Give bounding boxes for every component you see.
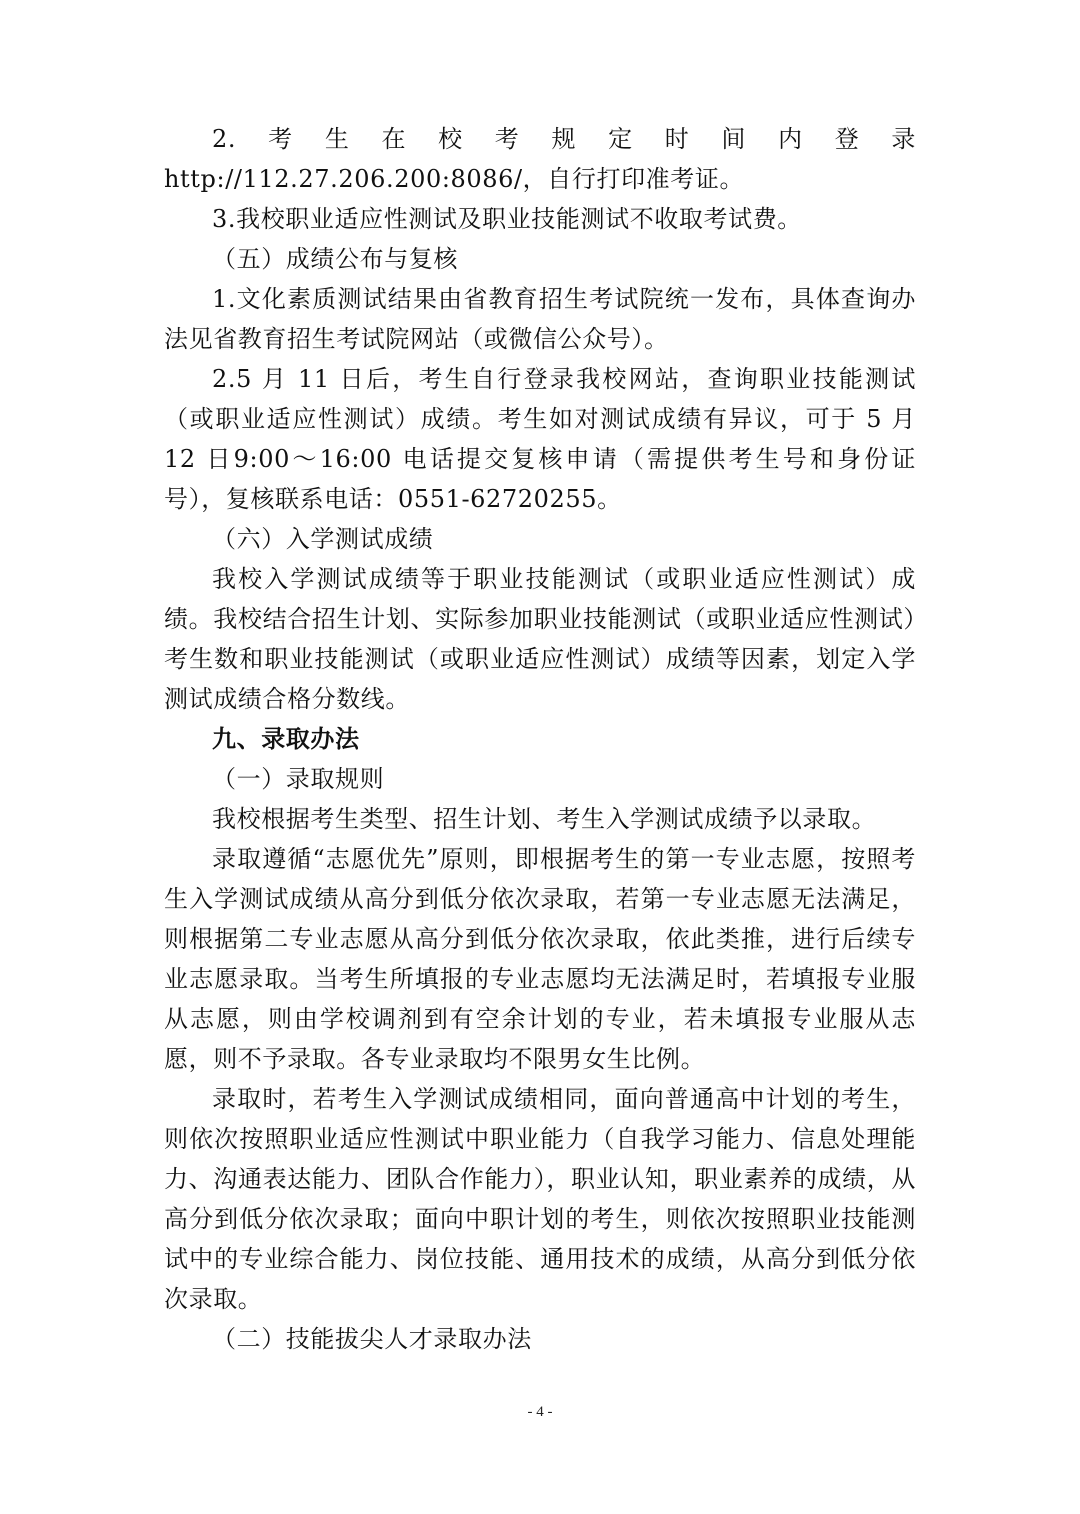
paragraph-print-admission-ticket: 2.考生在校考规定时间内登录 http://112.27.206.200:8086/，自行打印准考证。 bbox=[164, 125, 916, 193]
subheading-entrance-test-score: （六）入学测试成绩 bbox=[212, 525, 434, 553]
paragraph-tie-breaking: 录取时，若考生入学测试成绩相同，面向普通高中计划的考生，则依次按照职业适应性测试中职业能力（自我学习能力、信息处理能力、沟通表达能力、团队合作能力），职业认知，职业素养的成绩，从高分到低分依次录取；面向中职计划的考生，则依次按照职业技能测试中的专业综合能力、岗位技能、通用技术的成绩，从高分到低分依次录取。 bbox=[164, 1085, 916, 1313]
paragraph-culture-test-results: 1.文化素质测试结果由省教育招生考试院统一发布，具体查询办法见省教育招生考试院网站（或微信公众号）。 bbox=[164, 285, 916, 353]
subheading-score-publication: （五）成绩公布与复核 bbox=[212, 245, 458, 273]
page-number: - 4 - bbox=[527, 1404, 553, 1420]
paragraph-preference-priority: 录取遵循“志愿优先”原则，即根据考生的第一专业志愿，按照考生入学测试成绩从高分到低分依次录取，若第一专业志愿无法满足，则根据第二专业志愿从高分到低分依次录取，依此类推，进行后续专业志愿录取。当考生所填报的专业志愿均无法满足时，若填报专业服从志愿，则由学校调剂到有空余计划的专业，若未填报专业服从志愿，则不予录取。各专业录取均不限男女生比例。 bbox=[164, 845, 916, 1073]
section-heading-admission-method: 九、录取办法 bbox=[212, 725, 360, 753]
paragraph-no-exam-fee: 3.我校职业适应性测试及职业技能测试不收取考试费。 bbox=[212, 205, 802, 233]
subheading-top-talent-admission: （二）技能拔尖人才录取办法 bbox=[212, 1325, 532, 1353]
document-body bbox=[164, 119, 916, 1359]
paragraph-score-review: 2.5 月 11 日后，考生自行登录我校网站，查询职业技能测试（或职业适应性测试）成绩。考生如对测试成绩有异议，可于 5 月 12 日9:00～16:00 电话提交复核申请（需提供考生号和身份证号），复核联系电话：0551-62720255。 bbox=[164, 365, 916, 513]
paragraph-entrance-score-definition: 我校入学测试成绩等于职业技能测试（或职业适应性测试）成绩。我校结合招生计划、实际参加职业技能测试（或职业适应性测试）考生数和职业技能测试（或职业适应性测试）成绩等因素，划定入学测试成绩合格分数线。 bbox=[164, 565, 916, 713]
subheading-admission-rules: （一）录取规则 bbox=[212, 765, 385, 793]
paragraph-admission-basis: 我校根据考生类型、招生计划、考生入学测试成绩予以录取。 bbox=[212, 805, 877, 833]
